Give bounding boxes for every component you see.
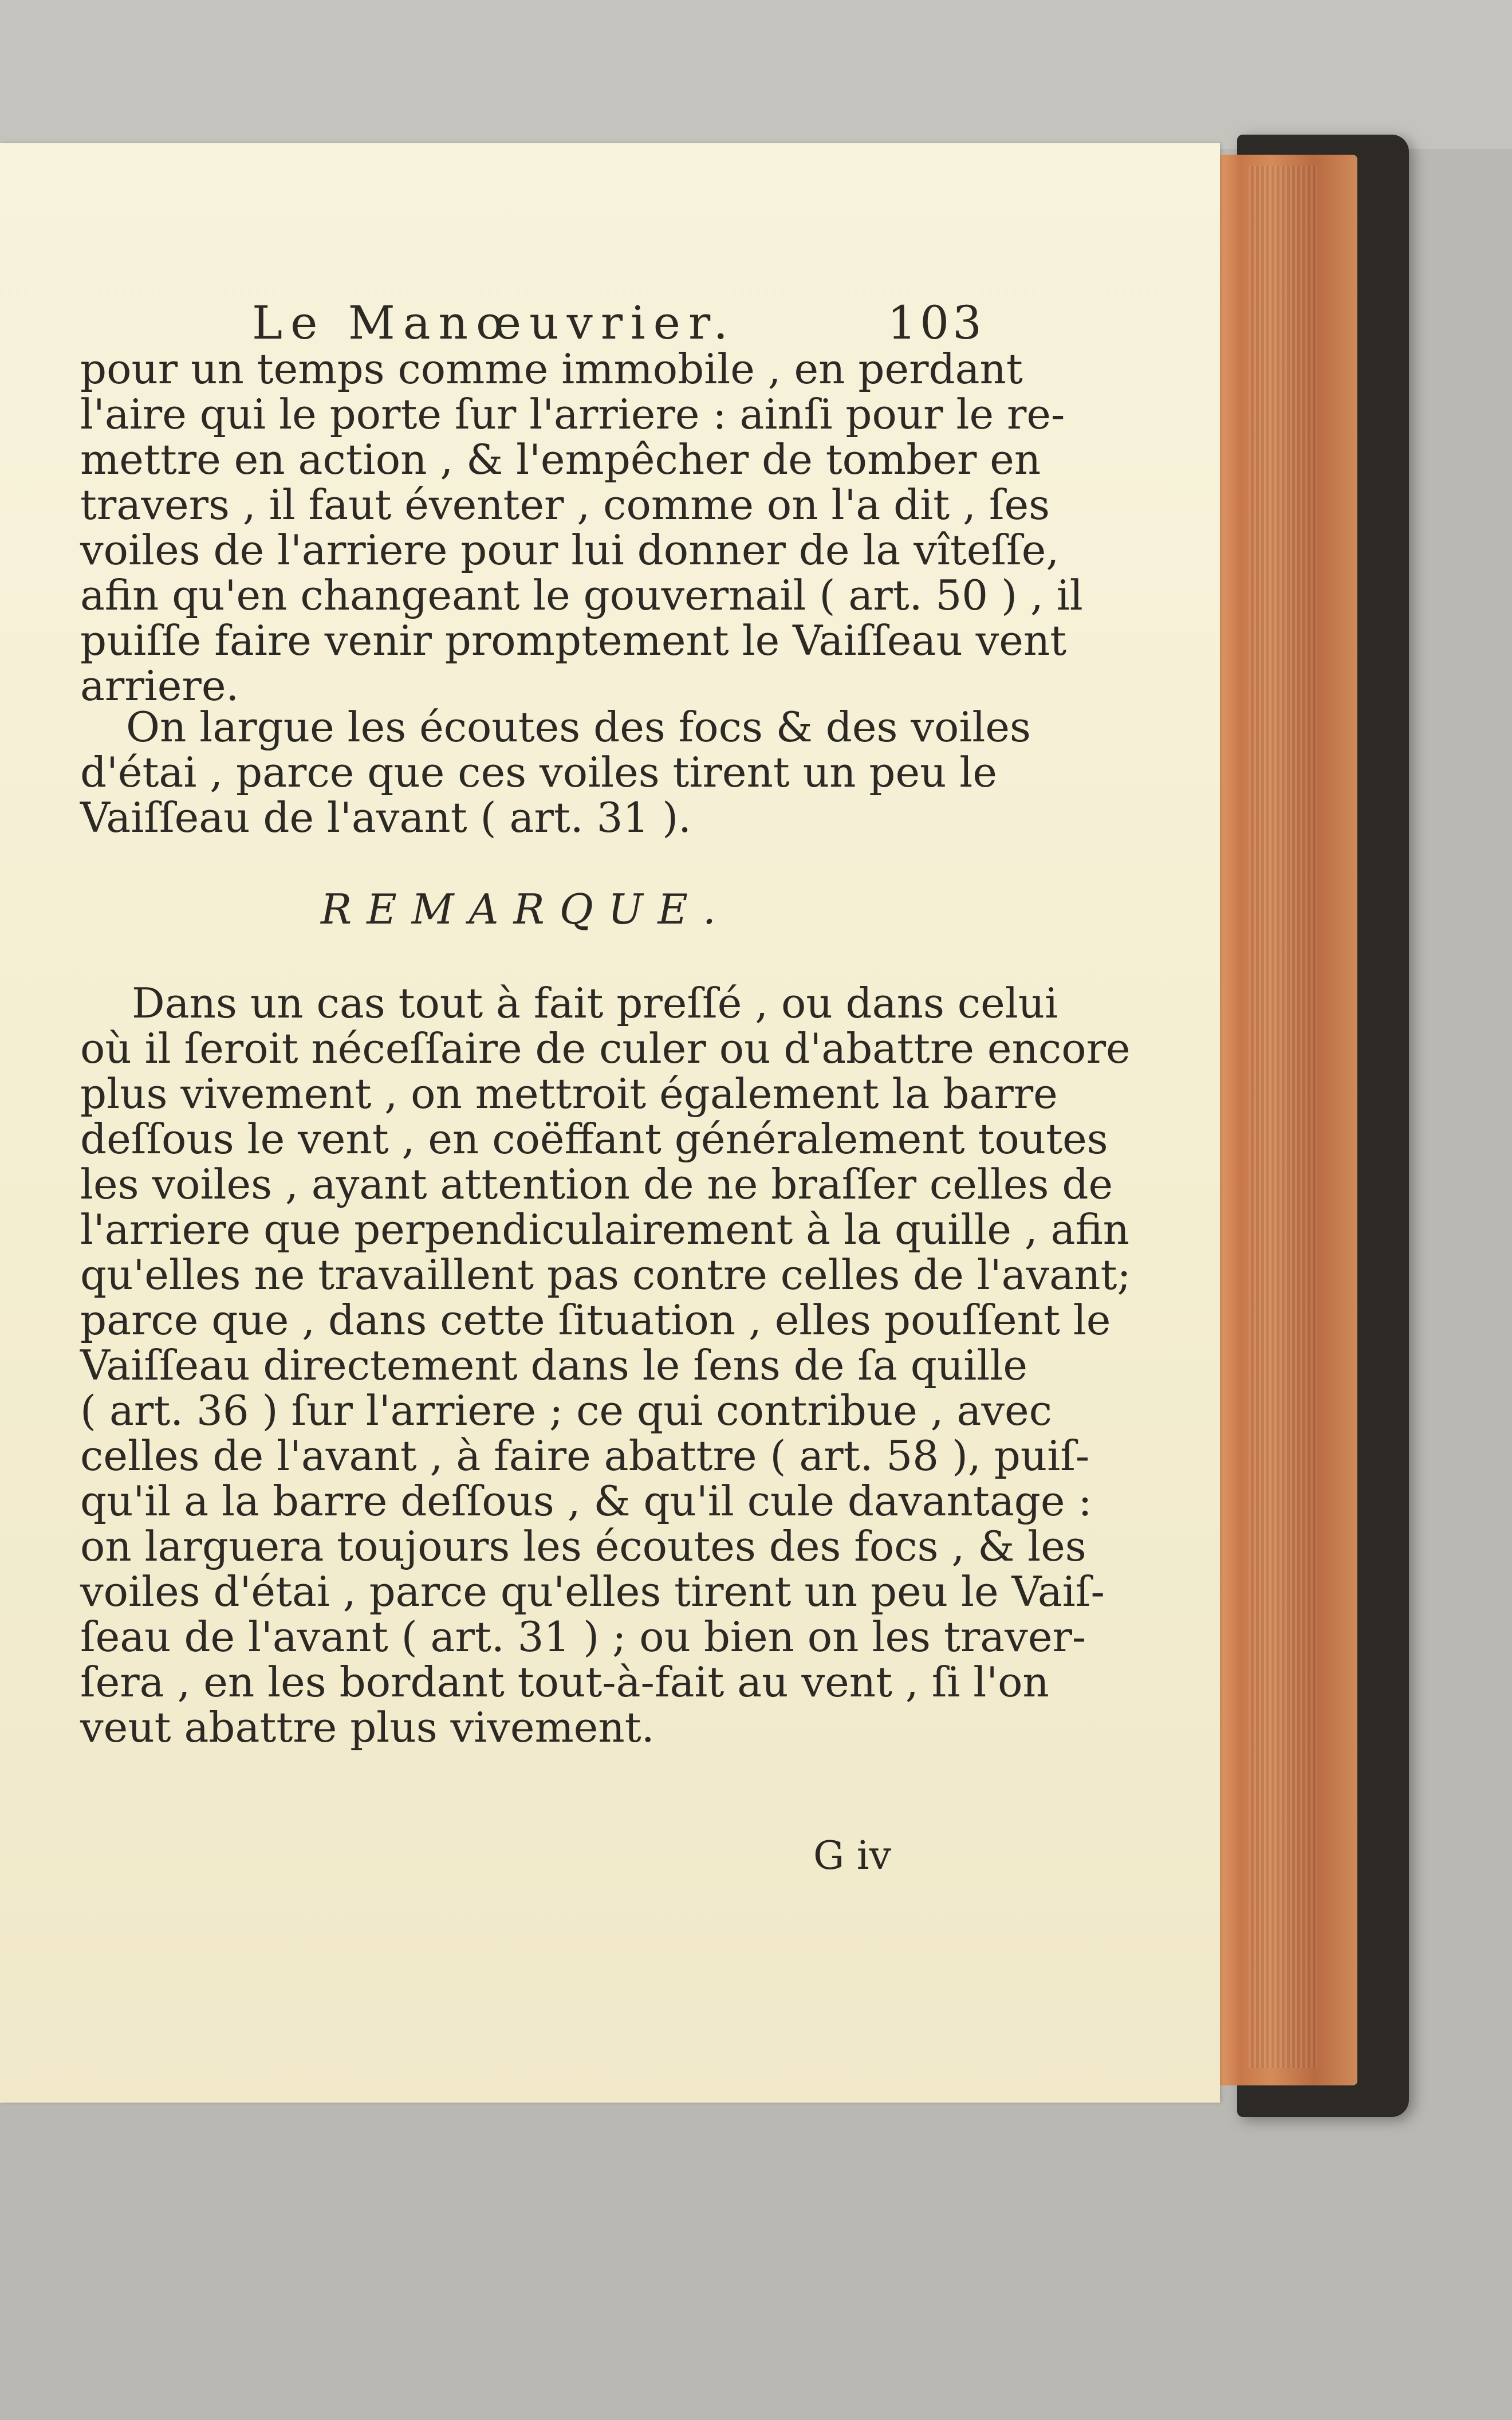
text-line: arriere.	[80, 662, 239, 710]
text-line: on larguera toujours les écoutes des focs , & les	[80, 1522, 1086, 1570]
running-head	[252, 286, 985, 349]
text-line: deſſous le vent , en coëffant généralement toutes	[80, 1115, 1108, 1163]
text-line: voiles d'étai , parce qu'elles tirent un peu le Vaiſ-	[80, 1568, 1105, 1616]
text-line: celles de l'avant , à faire abattre ( art. 58 ), puiſ-	[80, 1432, 1090, 1480]
paragraph-1	[80, 345, 1083, 710]
text-line: ſeau de l'avant ( art. 31 ) ; ou bien on les traver-	[80, 1613, 1086, 1661]
text-line: puiſſe faire venir promptement le Vaiſſeau vent	[80, 616, 1067, 665]
text-line: plus vivement , on mettroit également la barre	[80, 1070, 1058, 1118]
text-line: l'arriere que perpendiculairement à la quille , afin	[80, 1205, 1129, 1254]
text-line: qu'il a la barre deſſous , & qu'il cule davantage :	[80, 1477, 1092, 1525]
text-line: mettre en action , & l'empêcher de tomber en	[80, 435, 1041, 484]
text-line: où il ſeroit néceſſaire de culer ou d'abattre encore	[80, 1024, 1131, 1072]
text-line: qu'elles ne travaillent pas contre celles de l'avant;	[80, 1251, 1131, 1299]
text-line: travers , il faut éventer , comme on l'a dit , ſes	[80, 481, 1050, 529]
signature-mark: G iv	[813, 1833, 892, 1879]
text-line: les voiles , ayant attention de ne braſſer celles de	[80, 1160, 1113, 1208]
text-line: afin qu'en changeant le gouvernail ( art. 50 ) , il	[80, 571, 1083, 619]
text-line: l'aire qui le porte ſur l'arriere : ainſi pour le re-	[80, 390, 1065, 438]
text-line: Vaiſſeau directement dans le ſens de ſa quille	[80, 1341, 1027, 1389]
text-line: Vaiſſeau de l'avant ( art. 31 ).	[80, 793, 692, 842]
text-line: Dans un cas tout à fait preſſé , ou dans celui	[132, 979, 1058, 1027]
text-line: pour un temps comme immobile , en perdant	[80, 345, 1023, 393]
page-number: 103	[887, 296, 985, 349]
paragraph-2	[80, 703, 1031, 842]
paragraph-3	[80, 979, 1131, 1751]
text-line: veut abattre plus vivement.	[80, 1703, 655, 1751]
page-block-texture	[1249, 166, 1317, 2068]
text-line: ( art. 36 ) ſur l'arriere ; ce qui contribue , avec	[80, 1386, 1052, 1435]
running-head-title: Le Manœuvrier.	[252, 296, 736, 349]
text-line: On largue les écoutes des focs & des voiles	[126, 703, 1031, 751]
backdrop	[0, 0, 1512, 149]
text-line: voiles de l'arriere pour lui donner de la vîteſſe,	[80, 526, 1060, 574]
text-line: d'étai , parce que ces voiles tirent un peu le	[80, 748, 997, 796]
section-heading: REMARQUE.	[321, 885, 731, 933]
text-line: parce que , dans cette ſituation , elles pouſſent le	[80, 1296, 1111, 1344]
text-line: ſera , en les bordant tout-à-fait au vent , ſi l'on	[80, 1658, 1049, 1706]
